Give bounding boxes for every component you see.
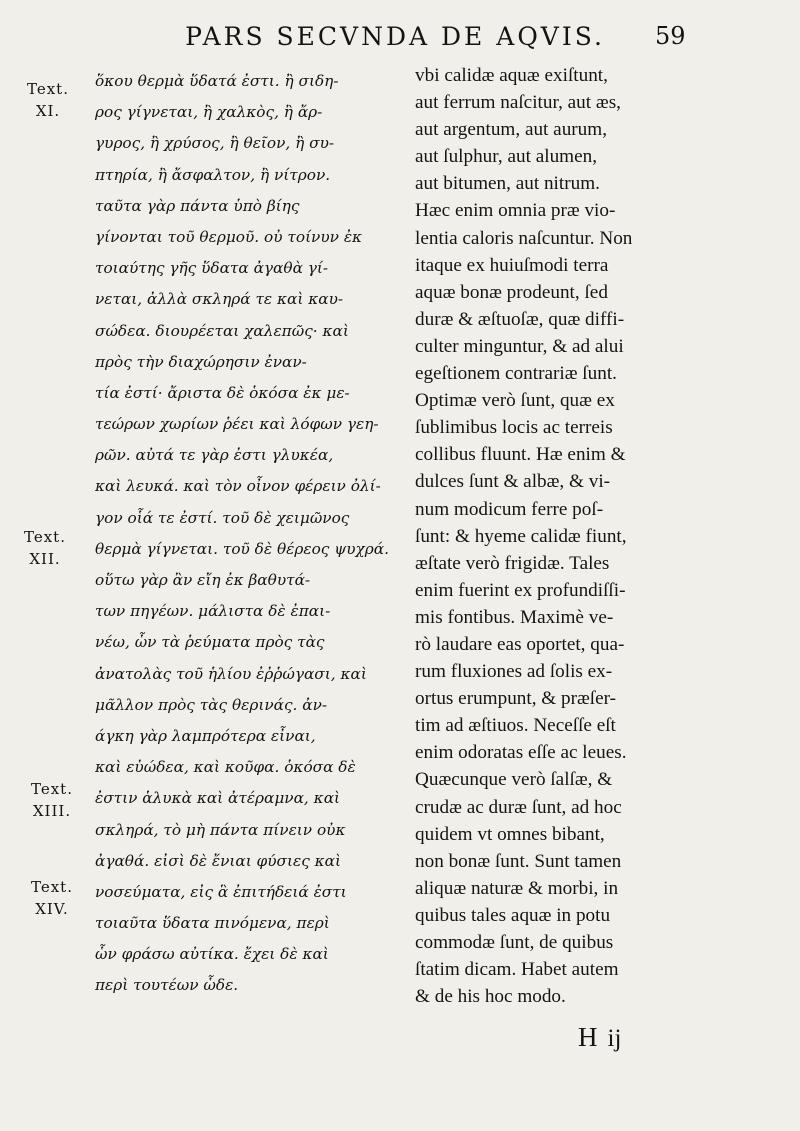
greek-text-line: γον οἷά τε ἐστί. τοῦ δὲ χειμῶνος — [95, 508, 350, 527]
latin-text-line: Optimæ verò ſunt, quæ ex — [415, 390, 615, 412]
latin-text-line: ſublimibus locis ac terreis — [415, 417, 613, 439]
latin-text-line: aquæ bonæ prodeunt, ſed — [415, 281, 608, 303]
greek-text-line: περὶ τουτέων ὧδε. — [95, 976, 239, 995]
greek-text-line: τία ἐστί· ἄριστα δὲ ὁκόσα ἐκ με- — [95, 383, 350, 402]
latin-text-line: num modicum ferre poſ- — [415, 498, 604, 520]
latin-text-line: aliquæ naturæ & morbi, in — [415, 877, 619, 899]
latin-text-line: Hæc enim omnia præ vio- — [415, 200, 616, 222]
greek-text-line: μᾶλλον πρὸς τὰς θερινάς. ἀν- — [95, 695, 328, 714]
latin-text-line: Quæcunque verò ſalſæ, & — [415, 769, 613, 791]
latin-text-line: aut ferrum naſcitur, aut æs, — [415, 92, 621, 114]
latin-text-line: aut bitumen, aut nitrum. — [415, 173, 600, 195]
latin-text-line: æſtate verò frigidæ. Tales — [415, 552, 610, 574]
margin-note-text-xii — [5, 526, 85, 570]
greek-text-line: ἐστιν ἁλυκὰ καὶ ἀτέραμνα, καὶ — [95, 789, 341, 808]
latin-text-line: mis fontibus. Maximè ve- — [415, 606, 614, 628]
greek-text-column — [95, 66, 407, 1002]
page-number: 59 — [655, 22, 686, 50]
greek-text-line: ὧν φράσω αὐτίκα. ἔχει δὲ καὶ — [95, 945, 329, 964]
greek-text-line: γίνονται τοῦ θερμοῦ. οὐ τοίνυν ἐκ — [95, 227, 363, 246]
signature-letter: H — [578, 1022, 598, 1052]
latin-text-line: collibus fluunt. Hæ enim & — [415, 444, 626, 466]
latin-text-line: non bonæ ſunt. Sunt tamen — [415, 850, 622, 872]
latin-text-line: itaque ex huiuſmodi terra — [415, 254, 609, 276]
greek-text-line: πτηρία, ἢ ἄσφαλτον, ἢ νίτρον. — [95, 165, 331, 184]
latin-text-line: culter minguntur, & ad alui — [415, 335, 624, 357]
margin-note-label: Text. — [31, 780, 73, 798]
margin-note-label: Text. — [31, 878, 73, 896]
greek-text-line: τεώρων χωρίων ῥέει καὶ λόφων γεη- — [95, 415, 379, 434]
greek-text-line: θερμὰ γίγνεται. τοῦ δὲ θέρεος ψυχρά. — [95, 539, 389, 558]
greek-text-line: ἀγαθά. εἰσὶ δὲ ἔνιαι φύσιες καὶ — [95, 851, 341, 870]
latin-text-line: & de his hoc modo. — [415, 986, 566, 1008]
latin-text-line: vbi calidæ aquæ exiſtunt, — [415, 65, 608, 86]
margin-note-label: Text. — [27, 80, 69, 98]
latin-text-line: ſtatim dicam. Habet autem — [415, 959, 619, 981]
margin-note-text-xiii — [12, 778, 92, 822]
latin-text-line: tim ad æſtiuos. Neceſſe eſt — [415, 715, 616, 737]
latin-text-line: enim odoratas eſſe ac leues. — [415, 742, 627, 764]
latin-text-line: ortus erumpunt, & præſer- — [415, 688, 617, 710]
greek-text-line: ἀνατολὰς τοῦ ἡλίου ἐῤῥώγασι, καὶ — [95, 664, 367, 683]
greek-text-line: νέω, ὧν τὰ ῥεύματα πρὸς τὰς — [95, 633, 325, 652]
latin-text-line: ſunt: & hyeme calidæ fiunt, — [415, 525, 627, 547]
latin-text-line: enim fuerint ex profundiſſi- — [415, 579, 626, 601]
margin-note-number: XI. — [35, 102, 61, 120]
greek-text-line: τοιαύτης γῆς ὕδατα ἀγαθὰ γί- — [95, 259, 329, 278]
greek-text-line: ὅκου θερμὰ ὕδατά ἐστι. ἢ σιδη- — [95, 72, 339, 90]
greek-text-line: τοιαῦτα ὕδατα πινόμενα, περὶ — [95, 914, 330, 933]
latin-text-column — [415, 62, 715, 1010]
latin-text-line: commodæ ſunt, de quibus — [415, 932, 614, 953]
greek-text-line: των πηγέων. μάλιστα δὲ ἐπαι- — [95, 602, 331, 621]
margin-note-number: XII. — [29, 550, 61, 568]
greek-text-line: καὶ λευκά. καὶ τὸν οἶνον φέρειν ὀλί- — [95, 477, 381, 496]
margin-note-label: Text. — [24, 528, 66, 546]
signature-number: ij — [607, 1025, 622, 1052]
latin-text-line: quibus tales aquæ in potu — [415, 904, 611, 926]
greek-text-line: ρος γίγνεται, ἢ χαλκὸς, ἢ ἄρ- — [95, 103, 323, 122]
latin-text-line: rum fluxiones ad ſolis ex- — [415, 661, 613, 683]
latin-text-line: egeſtionem contrariæ ſunt. — [415, 363, 617, 385]
running-title: PARS SECVNDA DE AQVIS. — [185, 22, 605, 51]
greek-text-line: νεται, ἀλλὰ σκληρά τε καὶ καυ- — [95, 290, 344, 309]
latin-text-line: dulces ſunt & albæ, & vi- — [415, 471, 611, 493]
latin-text-line: lentia caloris naſcuntur. Non — [415, 227, 633, 249]
margin-note-text-xiv — [12, 876, 92, 920]
signature-mark — [578, 1022, 621, 1053]
greek-text-line: πρὸς τὴν διαχώρησιν ἐναν- — [95, 352, 307, 371]
greek-text-line: άγκη γὰρ λαμπρότερα εἶναι, — [95, 726, 316, 745]
greek-text-line: ρῶν. αὐτά τε γὰρ ἐστι γλυκέα, — [95, 446, 334, 465]
latin-text-line: aut argentum, aut aurum, — [415, 119, 607, 141]
margin-note-text-xi — [8, 78, 88, 122]
latin-text-line: crudæ ac duræ ſunt, ad hoc — [415, 796, 622, 818]
greek-text-line: νοσεύματα, εἰς ἃ ἐπιτήδειά ἐστι — [95, 882, 347, 901]
latin-text-line: quidem vt omnes bibant, — [415, 823, 605, 845]
margin-note-number: XIV. — [35, 900, 69, 918]
greek-text-line: οὕτω γὰρ ἂν εἴη ἐκ βαθυτά- — [95, 571, 311, 589]
greek-text-line: ταῦτα γὰρ πάντα ὑπὸ βίης — [95, 196, 300, 215]
greek-text-line: σώδεα. διουρέεται χαλεπῶς· καὶ — [95, 321, 349, 340]
latin-text-line: duræ & æſtuoſæ, quæ diffi- — [415, 308, 625, 330]
margin-note-number: XIII. — [32, 802, 72, 820]
latin-text-line: rò laudare eas oportet, qua- — [415, 633, 625, 655]
greek-text-line: γυρος, ἢ χρύσος, ἢ θεῖον, ἢ συ- — [95, 134, 335, 153]
latin-text-line: aut ſulphur, aut alumen, — [415, 146, 597, 168]
greek-text-line: καὶ εὐώδεα, καὶ κοῦφα. ὁκόσα δὲ — [95, 758, 356, 777]
greek-text-line: σκληρά, τὸ μὴ πάντα πίνειν οὐκ — [95, 820, 346, 839]
